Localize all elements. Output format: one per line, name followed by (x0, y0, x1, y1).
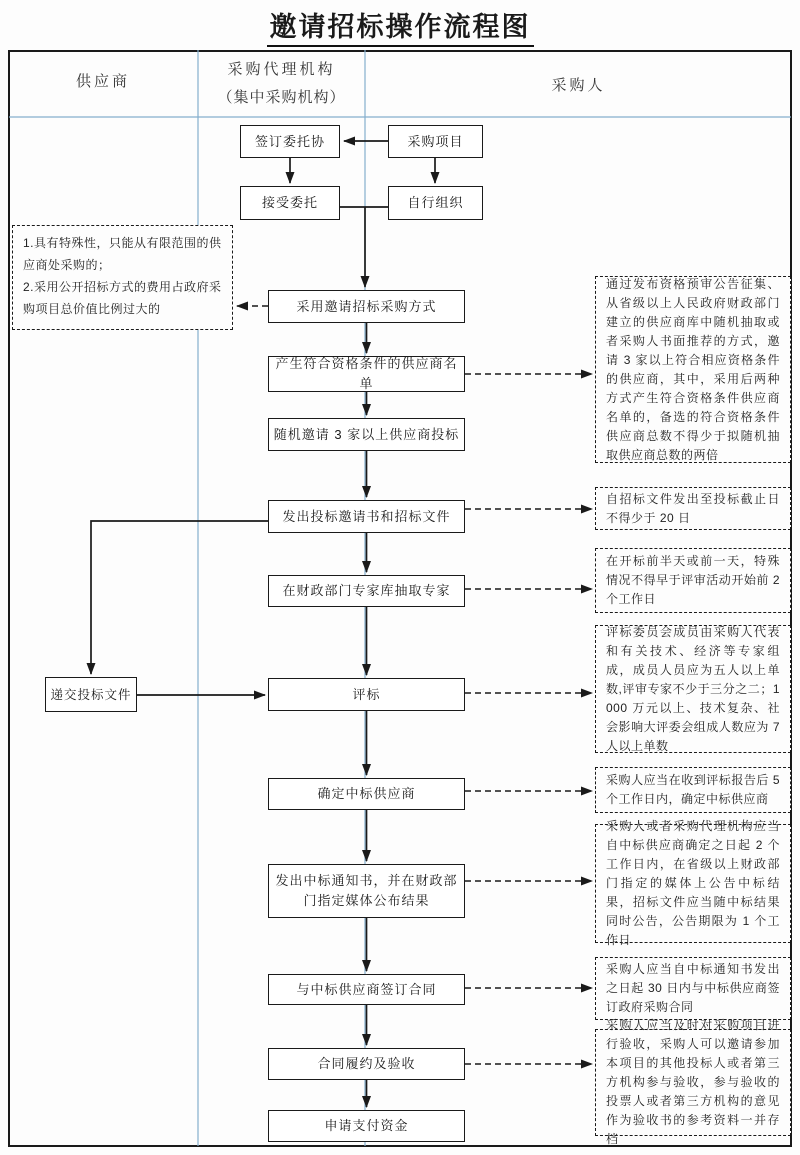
page-title: 邀请招标操作流程图 (0, 5, 800, 47)
lane-purchaser-label: 采购人 (551, 77, 606, 94)
step-contract-performance-acceptance: 合同履约及验收 (268, 1048, 465, 1080)
lane-agency-label: 采购代理机构 (227, 61, 336, 78)
lane-header-agency (198, 58, 365, 107)
annotation-supplier-list-rule: 通过发布资格预审公告征集、从省级以上人民政府财政部门建立的供应商库中随机抽取或者采购人书面推荐的方式，邀请 3 家以上符合相应资格条件的供应商，其中，采用后两种方式产生符合资格条件供应商名单的，备选的符合资格条件供应商总数不得少于拟随机抽取供应商总数的两倍 (595, 276, 791, 463)
step-apply-payment: 申请支付资金 (268, 1110, 465, 1142)
annotation-5-day-determination: 采购人应当在收到评标报告后 5 个工作日内，确定中标供应商 (595, 767, 791, 813)
annotation-result-announcement: 采购人或者采购代理机构应当自中标供应商确定之日起 2 个工作日内，在省级以上财政部门指定的媒体上公告中标结果，招标文件应当随中标结果同时公告，公告期限为 1 个工作日 (595, 824, 791, 943)
step-sign-contract: 与中标供应商签订合同 (268, 974, 465, 1005)
step-self-organize: 自行组织 (388, 186, 483, 220)
step-determine-winner: 确定中标供应商 (268, 778, 465, 810)
condition-item-1: 1.具有特殊性，只能从有限范围的供应商处采购的； (23, 236, 222, 272)
annotation-invitation-conditions (12, 225, 233, 330)
annotation-acceptance-rule: 采购人应当及时对采购项目进行验收，采购人可以邀请参加本项目的其他投标人或者第三方机构参与验收，参与验收的投票人或者第三方机构的意见作为验收书的参考资料一并存档 (595, 1029, 791, 1136)
step-issue-award-notice: 发出中标通知书，并在财政部门指定媒体公布结果 (268, 864, 465, 918)
annotation-30-day-contract: 采购人应当自中标通知书发出之日起 30 日内与中标供应商签订政府采购合同 (595, 957, 791, 1020)
lane-supplier-label: 供应商 (75, 73, 130, 90)
annotation-20-day-rule: 自招标文件发出至投标截止日不得少于 20 日 (595, 487, 791, 530)
step-generate-supplier-list: 产生符合资格条件的供应商名单 (268, 356, 465, 392)
lane-header-purchaser (365, 74, 792, 95)
step-adopt-invitation-method: 采用邀请招标采购方式 (268, 290, 465, 323)
step-random-invite-suppliers: 随机邀请 3 家以上供应商投标 (268, 418, 465, 451)
condition-item-2: 2.采用公开招标方式的费用占政府采购项目总价值比例过大的 (23, 280, 222, 316)
step-procurement-project: 采购项目 (388, 125, 483, 158)
step-bid-evaluation: 评标 (268, 678, 465, 711)
step-sign-agreement: 签订委托协 (240, 125, 340, 158)
annotation-expert-draw-timing: 在开标前半天或前一天，特殊情况不得早于评审活动开始前 2 个工作日 (595, 548, 791, 613)
lane-header-supplier (8, 70, 198, 91)
lane-agency-sublabel: （集中采购机构） (217, 89, 346, 106)
step-draw-experts: 在财政部门专家库抽取专家 (268, 575, 465, 607)
step-submit-bid-documents: 递交投标文件 (45, 677, 137, 712)
step-accept-commission: 接受委托 (240, 186, 340, 220)
step-issue-invitation-documents: 发出投标邀请书和招标文件 (268, 500, 465, 533)
annotation-evaluation-committee: 评标委员会成员由采购人代表和有关技术、经济等专家组成，成员人员应为五人以上单数,评审专家不少于三分之二；1000 万元以上、技术复杂、社会影响大评委会组成人数应为 7 人以上单数 (595, 625, 791, 753)
